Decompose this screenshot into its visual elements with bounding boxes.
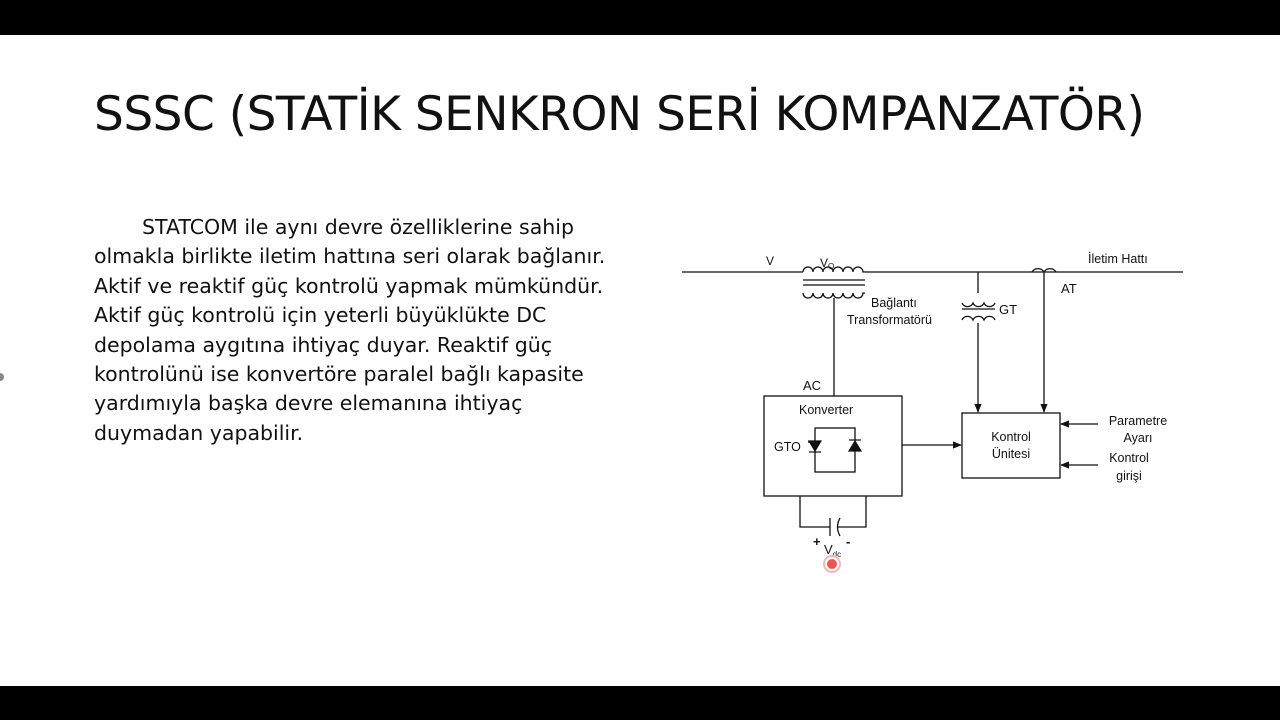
label-transformatoru: Transformatörü <box>847 313 932 327</box>
mouse-cursor-indicator <box>827 559 837 569</box>
label-kontrol: Kontrol <box>991 430 1031 444</box>
label-ayari: Ayarı <box>1123 431 1153 445</box>
slide-edge-dot <box>0 373 4 381</box>
label-vdc: $V_{dc}$ <box>824 542 842 559</box>
slide-title: SSSC (STATİK SENKRON SERİ KOMPANZATÖR) <box>94 87 1145 142</box>
gto-diode-left-icon <box>809 441 821 451</box>
slide-body-text: STATCOM ile aynı devre özelliklerine sahip olmakla birlikte iletim hattına seri olarak bağlanır. Aktif ve reaktif güç kontrolü yapmak mümkündür. Aktif güç kontrolü için yeterli büyüklükte DC depolama aygıtına ihtiyaç duyar. Reaktif güç kontrolünü ise konvertöre paralel bağlı kapasite yardımıyla başka devre elemanına ihtiyaç duymadan yapabilir. <box>94 215 606 445</box>
label-minus: - <box>846 534 851 549</box>
label-unitesi: Ünitesi <box>991 447 1031 461</box>
slide <box>0 35 1280 686</box>
label-gto: GTO <box>774 440 801 454</box>
dc-link-left <box>800 496 830 527</box>
dc-link-right <box>838 496 866 527</box>
label-v: V <box>766 254 775 268</box>
control-unit-box <box>962 413 1060 478</box>
label-plus: + <box>813 534 821 549</box>
gt-coil-upper <box>962 303 995 307</box>
label-v0: VO <box>820 256 835 271</box>
label-baglanti: Bağlantı <box>871 296 917 310</box>
label-gt: GT <box>999 302 1018 317</box>
label-at: AT <box>1061 281 1077 296</box>
label-kontrol-girisi-2: girişi <box>1116 469 1142 483</box>
label-ac: AC <box>803 378 822 393</box>
sssc-circuit-diagram <box>670 205 1200 575</box>
label-kontrol-girisi-1: Kontrol <box>1109 451 1149 465</box>
label-konverter: Konverter <box>799 403 854 417</box>
label-iletim-hatti: İletim Hattı <box>1088 252 1148 266</box>
gto-diode-right-icon <box>849 441 861 451</box>
gt-coil-lower <box>962 316 995 320</box>
label-parametre: Parametre <box>1108 414 1168 428</box>
transformer-secondary-coil <box>803 293 865 298</box>
